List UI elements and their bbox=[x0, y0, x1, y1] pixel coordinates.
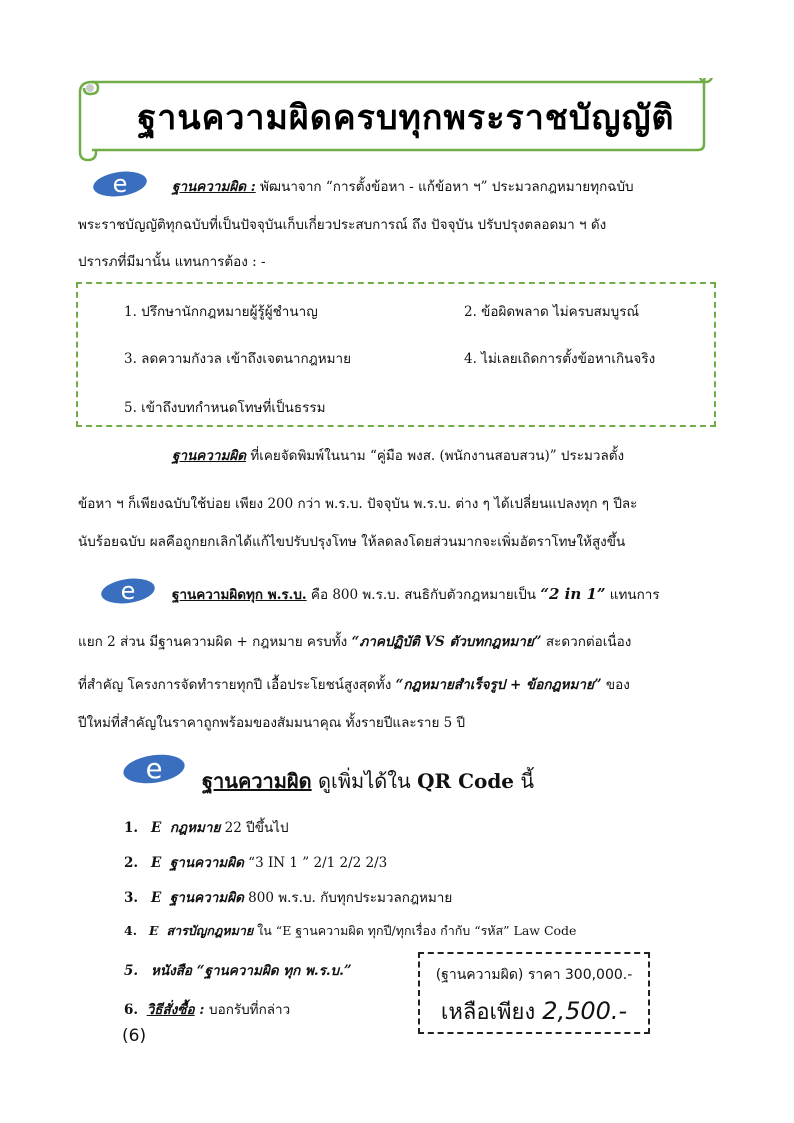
every-act-label: ฐานความผิดทุก พ.ร.บ. bbox=[172, 587, 307, 603]
history-line-3: นับร้อยฉบับ ผลคือถูกยกเลิกได้แก้ไขปรับปรุงโทษ ให้ลดลงโดยส่วนมากจะเพิ่มอัตราโทษให้สูงขึ้น bbox=[78, 534, 626, 550]
benefit-item-4: 4. ไม่เลยเถิดการตั้งข้อหาเกินจริง bbox=[464, 351, 656, 367]
page-number: (6) bbox=[122, 1026, 147, 1046]
qr-item-3: 3. E ฐานความผิด 800 พ.ร.บ. กับทุกประมวลกฎหมาย bbox=[124, 890, 453, 906]
history-line-1: ฐานความผิด ที่เคยจัดพิมพ์ในนาม “คู่มือ พงส. (พนักงานสอบสวน)” ประมวลตั้ง bbox=[172, 448, 625, 464]
title-banner bbox=[78, 78, 714, 152]
benefit-item-3: 3. ลดความกังวล เข้าถึงเจตนากฎหมาย bbox=[124, 351, 352, 367]
intro-label: ฐานความผิด : bbox=[172, 179, 256, 195]
intro-line-1: ฐานความผิด : พัฒนาจาก “การตั้งข้อหา - แก้ข้อหา ฯ” ประมวลกฎหมายทุกฉบับ bbox=[172, 179, 634, 195]
sale-price-amount: 2,500.- bbox=[542, 997, 628, 1025]
qr-item-6: 6. วิธีสั่งซื้อ : บอกรับที่กล่าว bbox=[124, 1002, 291, 1018]
benefit-item-1: 1. ปรึกษานักกฎหมายผู้รู้ผู้ชำนาญ bbox=[124, 304, 318, 320]
page-title: ฐานความผิดครบทุกพระราชบัญญัติ bbox=[137, 98, 675, 138]
qr-heading-label: ฐานความผิด bbox=[202, 769, 312, 793]
qr-heading: ฐานความผิด ดูเพิ่มได้ใน QR Code นี้ bbox=[202, 769, 535, 793]
every-act-line-3: ที่สำคัญ โครงการจัดทำรายทุกปี เอื้อประโยชน์สูงสุดทั้ง “กฎหมายสำเร็จรูป + ข้อกฎหมาย” ของ bbox=[78, 677, 630, 693]
e-logo-icon bbox=[92, 170, 148, 198]
price-box bbox=[418, 952, 650, 1034]
svg-text:e: e bbox=[120, 577, 136, 605]
qr-item-2: 2. E ฐานความผิด “3 IN 1 ” 2/1 2/2 2/3 bbox=[124, 855, 388, 871]
history-label: ฐานความผิด bbox=[172, 448, 247, 464]
order-method-label: วิธีสั่งซื้อ bbox=[146, 1002, 195, 1018]
intro-line-3: ปรารภที่มีมานั้น แทนการต้อง : - bbox=[78, 254, 266, 270]
e-logo-icon bbox=[122, 752, 186, 786]
qr-item-1: 1. E กฎหมาย 22 ปีขึ้นไป bbox=[124, 820, 289, 836]
qr-item-4: 4. E สารบัญกฎหมาย ใน “E ฐานความผิด ทุกปี/ทุกเรื่อง กำกับ “รหัส” Law Code bbox=[124, 923, 577, 938]
svg-text:e: e bbox=[112, 170, 128, 198]
qr-item-5: 5. หนังสือ “ฐานความผิด ทุก พ.ร.บ.” bbox=[124, 963, 352, 979]
intro-line-2: พระราชบัญญัติทุกฉบับที่เป็นปัจจุบันเก็บเกี่ยวประสบการณ์ ถึง ปัจจุบัน ปรับปรุงตลอดมา ฯ ดัง bbox=[78, 217, 607, 233]
original-price: (ฐานความผิด) ราคา 300,000.- bbox=[435, 967, 633, 983]
history-line-2: ข้อหา ฯ ก็เพียงฉบับใช้บ่อย เพียง 200 กว่า พ.ร.บ. ปัจจุบัน พ.ร.บ. ต่าง ๆ ได้เปลี่ยนแปลงทุก ๆ ปีละ bbox=[78, 496, 638, 512]
svg-text:e: e bbox=[145, 754, 163, 786]
benefit-item-5: 5. เข้าถึงบทกำหนดโทษที่เป็นธรรม bbox=[124, 400, 326, 416]
every-act-line-4: ปีใหม่ที่สำคัญในราคาถูกพร้อมของสัมมนาคุณ ทั้งรายปีและราย 5 ปี bbox=[78, 715, 466, 731]
every-act-line-2: แยก 2 ส่วน มีฐานความผิด + กฎหมาย ครบทั้ง “ภาคปฏิบัติ VS ตัวบทกฎหมาย” สะดวกต่อเนื่อง bbox=[78, 634, 632, 650]
every-act-line-1: ฐานความผิดทุก พ.ร.บ. คือ 800 พ.ร.บ. สนธิกับตัวกฎหมายเป็น “2 in 1” แทนการ bbox=[172, 585, 660, 603]
benefit-item-2: 2. ข้อผิดพลาด ไม่ครบสมบูรณ์ bbox=[464, 304, 640, 320]
sale-price: เหลือเพียง 2,500.- bbox=[440, 997, 628, 1025]
e-logo-icon bbox=[100, 577, 156, 605]
